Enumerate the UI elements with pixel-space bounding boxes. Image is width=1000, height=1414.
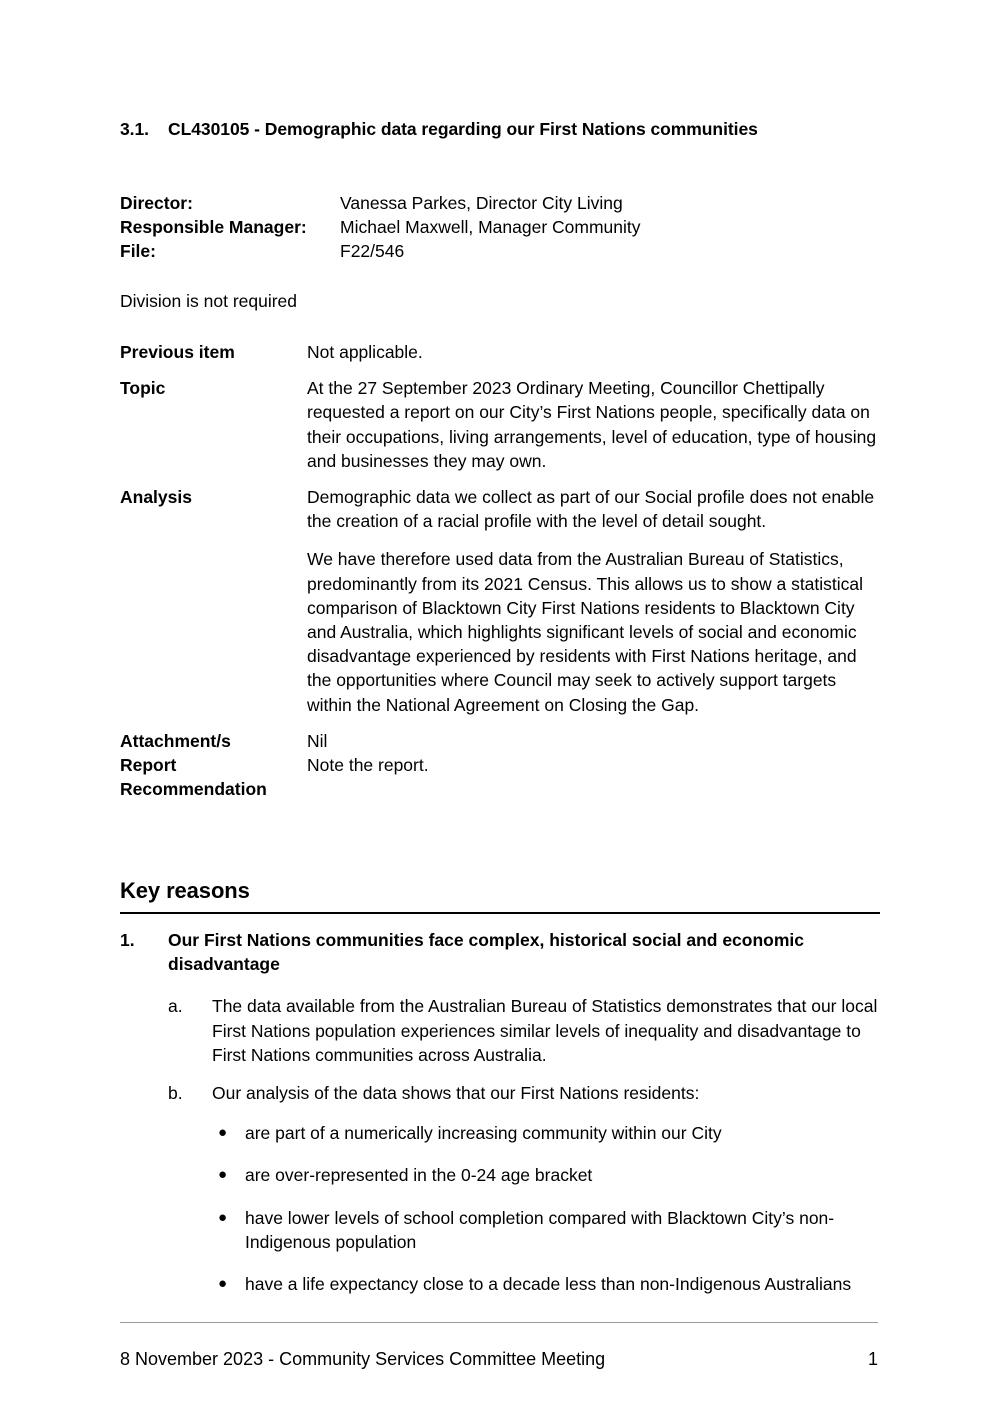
detail-row — [120, 753, 880, 801]
bullet-item-text: are part of a numerically increasing community within our City — [245, 1123, 722, 1144]
detail-paragraph: Note the report. — [307, 755, 429, 776]
detail-row-label: Analysis — [120, 487, 192, 508]
detail-paragraph: We have therefore used data from the Australian Bureau of Statistics, predominantly from its 2021 Census. This allows us to show a statistical comparison of Blacktown City First Nations residents to Blacktown City and Australia, which highlights significant levels of social and economic disadvantage experienced by residents with First Nations heritage, and the opportunities where Council may seek to actively support targets within the National Agreement on Closing the Gap. — [307, 549, 864, 715]
key-reason-sub-items — [120, 994, 880, 1105]
detail-row-value — [307, 376, 880, 473]
bullet-item-text: have lower levels of school completion compared with Blacktown City’s non-Indigenous population — [245, 1207, 835, 1252]
footer-meeting-text: 8 November 2023 - Community Services Committee Meeting — [120, 1349, 606, 1369]
bullet-item-text: are over-represented in the 0-24 age bracket — [245, 1165, 593, 1186]
report-title-text: CL430105 - Demographic data regarding our First Nations communities — [168, 119, 758, 139]
report-item-title — [120, 118, 880, 142]
key-reasons-heading: Key reasons — [120, 878, 250, 903]
detail-row-value — [307, 729, 880, 753]
sub-item-text: Our analysis of the data shows that our First Nations residents: — [212, 1083, 700, 1104]
director-label: Director: — [120, 193, 193, 213]
bullet-dot-icon: ● — [218, 1124, 228, 1142]
key-reason-heading-text: Our First Nations communities face complex, historical social and economic disadvantage — [168, 930, 805, 975]
footer-page-number: 1 — [867, 1349, 878, 1369]
key-reason-block — [120, 928, 880, 1314]
detail-paragraph: Nil — [307, 730, 328, 751]
file-label: File: — [120, 240, 156, 261]
detail-row-label: Attachment/s — [120, 730, 231, 751]
detail-rows-container — [120, 340, 880, 801]
detail-paragraph: Demographic data we collect as part of our Social profile does not enable the creation of a racial profile with the level of detail sought. — [307, 487, 875, 532]
responsible-manager-value: Michael Maxwell, Manager Community — [340, 216, 641, 237]
bullet-item-text: have a life expectancy close to a decade less than non-Indigenous Australians — [245, 1274, 852, 1295]
bullet-list-item — [120, 1121, 880, 1145]
page-footer — [120, 1348, 878, 1371]
detail-row-label: Topic — [120, 378, 166, 399]
sub-item-text: The data available from the Australian Bureau of Statistics demonstrates that our local First Nations population experiences similar levels of inequality and disadvantage to First Nations communities across Australia. — [212, 996, 878, 1065]
detail-paragraph: At the 27 September 2023 Ordinary Meeting, Councillor Chettipally requested a report on our City’s First Nations people, specifically data on their occupations, living arrangements, level of education, type of housing and businesses they may own. — [307, 378, 877, 471]
key-reasons-divider — [120, 912, 880, 914]
sub-item-marker: b. — [168, 1083, 183, 1104]
meta-row-file — [120, 240, 880, 264]
detail-row-value — [307, 485, 880, 717]
meta-row-director — [120, 192, 880, 216]
report-detail-table — [120, 340, 880, 813]
bullet-dot-icon: ● — [218, 1208, 228, 1226]
detail-row-value — [307, 340, 880, 364]
bullet-list-item — [120, 1163, 880, 1187]
meta-row-responsible-manager — [120, 216, 880, 240]
report-item-number: 3.1. — [120, 119, 149, 139]
bullet-dot-icon: ● — [218, 1275, 228, 1293]
key-reason-bullet-list — [120, 1121, 880, 1296]
key-reason-sub-item — [120, 1081, 880, 1105]
bullet-list-item — [120, 1272, 880, 1296]
detail-paragraph: Not applicable. — [307, 342, 423, 362]
bullet-dot-icon: ● — [218, 1166, 228, 1184]
detail-row-label: Previous item — [120, 342, 235, 362]
file-value: F22/546 — [340, 240, 405, 261]
detail-row — [120, 340, 880, 364]
sub-item-marker: a. — [168, 996, 183, 1017]
detail-row-value — [307, 753, 880, 801]
bullet-list-item — [120, 1206, 880, 1254]
responsible-manager-label: Responsible Manager: — [120, 216, 307, 237]
detail-row — [120, 485, 880, 717]
detail-row — [120, 729, 880, 753]
key-reason-number: 1. — [120, 930, 135, 950]
report-meta-block — [120, 192, 880, 263]
key-reason-sub-item — [120, 994, 880, 1067]
director-value: Vanessa Parkes, Director City Living — [340, 193, 623, 213]
key-reason-heading-row — [120, 928, 880, 976]
detail-row-label: Report Recommendation — [120, 755, 267, 800]
division-note: Division is not required — [120, 291, 298, 311]
detail-row — [120, 376, 880, 473]
footer-divider — [120, 1322, 878, 1323]
